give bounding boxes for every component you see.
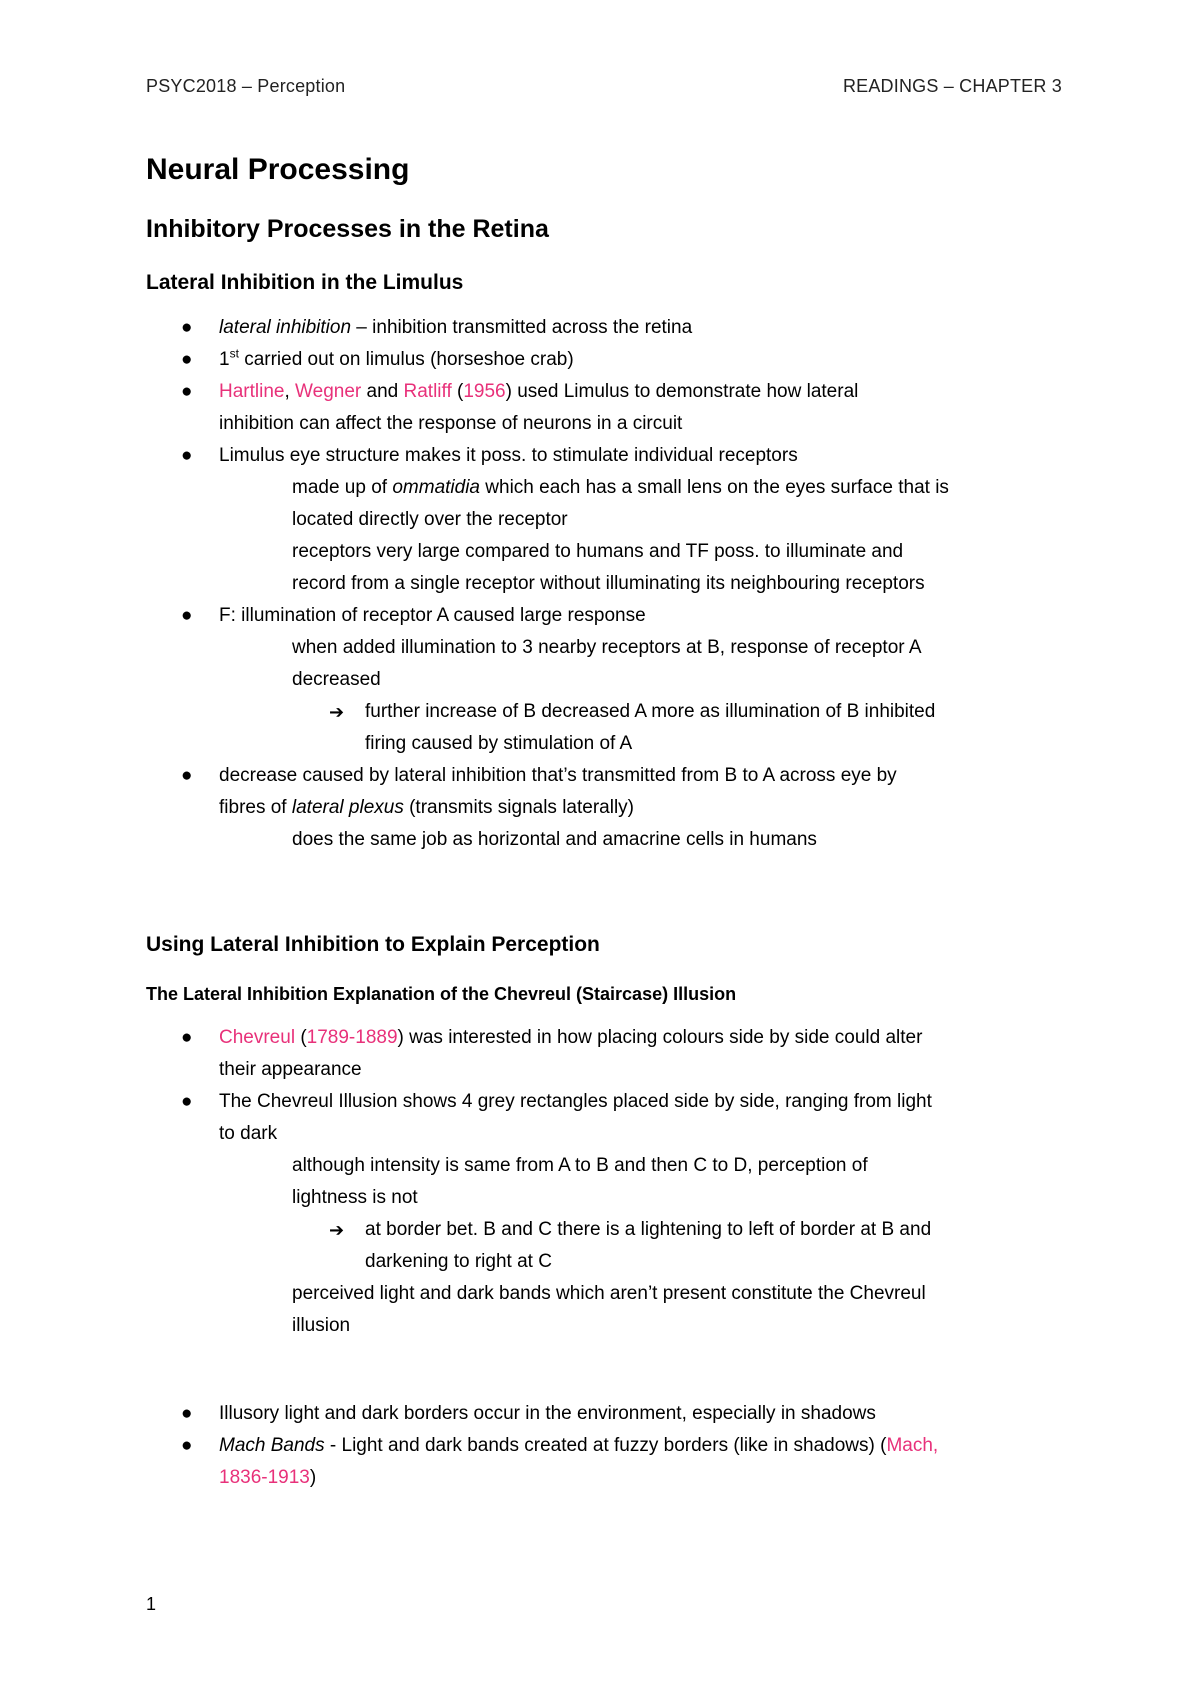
- author-name: Wegner: [295, 381, 362, 402]
- sub-item: perceived light and dark bands which aren’t present constitute the Chevreul illusion: [292, 1283, 926, 1336]
- list-item: ● The Chevreul Illusion shows 4 grey rectangles placed side by side, ranging from light to dark: [146, 1086, 1066, 1150]
- list-item: ● Illusory light and dark borders occur in the environment, especially in shadows: [146, 1398, 1066, 1430]
- section-heading-perception: Using Lateral Inhibition to Explain Perception: [146, 933, 600, 956]
- subheading-limulus: Lateral Inhibition in the Limulus: [146, 271, 464, 294]
- list-item: ● F: illumination of receptor A caused large response: [146, 600, 1066, 632]
- page-title: Neural Processing: [146, 153, 410, 186]
- citation-year: 1789-1889: [306, 1027, 398, 1048]
- sub-sub-item: ➔ at border bet. B and C there is a lightening to left of border at B and darkening to right at C: [146, 1214, 1066, 1278]
- spacer: [146, 1342, 1066, 1398]
- bullet-icon: ●: [181, 1091, 193, 1112]
- sub-item: when added illumination to 3 nearby receptors at B, response of receptor A decreased: [292, 637, 922, 690]
- author-name: Chevreul: [219, 1027, 296, 1048]
- sub-item: receptors very large compared to humans and TF poss. to illuminate and record from a single receptor without illuminating its neighbouring receptors: [292, 541, 925, 594]
- bullet-icon: ●: [181, 445, 193, 466]
- arrow-right-icon: ➔: [329, 702, 345, 722]
- list-item: ● Chevreul (1789-1889) was interested in how placing colours side by side could alter their appearance: [146, 1022, 1066, 1086]
- sub-item: made up of ommatidia which each has a small lens on the eyes surface that is located directly over the receptor: [292, 477, 949, 530]
- header-chapter: READINGS – CHAPTER 3: [842, 76, 1062, 96]
- author-name: Mach,: [886, 1435, 939, 1456]
- bullet-icon: ●: [181, 1027, 193, 1048]
- subheading-chevreul: The Lateral Inhibition Explanation of the Chevreul (Staircase) Illusion: [146, 984, 737, 1004]
- citation-year: 1836-1913: [219, 1467, 310, 1488]
- citation-year: 1956: [463, 381, 506, 402]
- sub-item: although intensity is same from A to B and then C to D, perception of lightness is not: [292, 1155, 868, 1208]
- bullet-icon: ●: [181, 605, 193, 626]
- sub-item: does the same job as horizontal and amacrine cells in humans: [292, 829, 817, 850]
- bullet-icon: ●: [181, 349, 193, 370]
- author-name: Hartline: [219, 381, 285, 402]
- header-course: PSYC2018 – Perception: [146, 76, 346, 96]
- list-item: ● lateral inhibition – inhibition transmitted across the retina: [146, 312, 1066, 344]
- section-heading-inhibitory: Inhibitory Processes in the Retina: [146, 215, 549, 243]
- bullet-icon: ●: [181, 765, 193, 786]
- list-item: ● decrease caused by lateral inhibition that’s transmitted from B to A across eye by fibres of lateral plexus (transmits signals laterally): [146, 760, 1066, 824]
- bullet-icon: ●: [181, 317, 193, 338]
- arrow-right-icon: ➔: [329, 1220, 345, 1240]
- limulus-list: [146, 312, 1066, 856]
- bullet-icon: ●: [181, 1403, 193, 1424]
- author-name: Ratliff: [403, 381, 452, 402]
- page-number: 1: [146, 1594, 157, 1614]
- list-item: ● Mach Bands - Light and dark bands created at fuzzy borders (like in shadows) (Mach, 1836-1913): [146, 1430, 1066, 1494]
- list-item: ● Hartline, Wegner and Ratliff (1956) used Limulus to demonstrate how lateral inhibition can affect the response of neurons in a circuit: [146, 376, 1066, 440]
- document-body: [146, 150, 1066, 1494]
- sub-sub-item: ➔ further increase of B decreased A more as illumination of B inhibited firing caused by stimulation of A: [146, 696, 1066, 760]
- list-item: ● 1st carried out on limulus (horseshoe crab): [146, 344, 1066, 376]
- chevreul-list: [146, 1022, 1066, 1494]
- bullet-icon: ●: [181, 1435, 193, 1456]
- bullet-icon: ●: [181, 381, 193, 402]
- list-item: ● Limulus eye structure makes it poss. to stimulate individual receptors: [146, 440, 1066, 472]
